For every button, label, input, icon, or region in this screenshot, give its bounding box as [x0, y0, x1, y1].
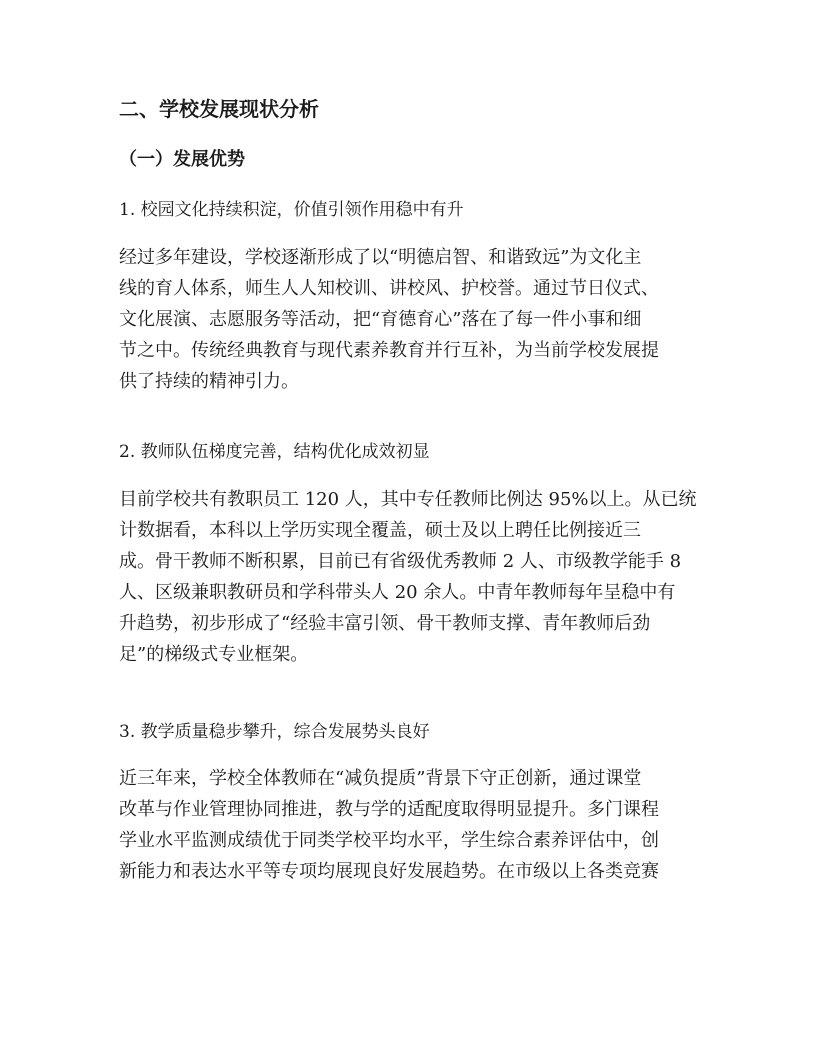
- section-heading: 二、学校发展现状分析: [119, 97, 319, 121]
- paragraph-quality: [119, 763, 709, 887]
- paragraph-line: 目前学校共有教职员工 120 人，其中专任教师比例达 95%以上。从已统: [119, 489, 697, 510]
- paragraph-line: 改革与作业管理协同推进，教与学的适配度取得明显提升。多门课程: [119, 799, 659, 820]
- item-title-teachers: 2. 教师队伍梯度完善，结构优化成效初显: [119, 442, 430, 462]
- subsection-heading: （一）发展优势: [119, 149, 245, 170]
- paragraph-teachers: [119, 484, 709, 670]
- item-title-culture: 1. 校园文化持续积淀，价值引领作用稳中有升: [119, 200, 464, 220]
- paragraph-line: 新能力和表达水平等专项均展现良好发展趋势。在市级以上各类竞赛: [119, 861, 659, 882]
- paragraph-line: 节之中。传统经典教育与现代素养教育并行互补，为当前学校发展提: [119, 340, 659, 361]
- paragraph-line: 人、区级兼职教研员和学科带头人 20 余人。中青年教师每年呈稳中有: [119, 582, 676, 603]
- paragraph-line: 学业水平监测成绩优于同类学校平均水平，学生综合素养评估中，创: [119, 830, 659, 851]
- paragraph-line: 线的育人体系，师生人人知校训、讲校风、护校誉。通过节日仪式、: [119, 278, 659, 299]
- paragraph-line: 文化展演、志愿服务等活动，把“育德育心”落在了每一件小事和细: [119, 309, 642, 330]
- paragraph-line: 近三年来，学校全体教师在“减负提质”背景下守正创新，通过课堂: [119, 768, 642, 789]
- item-title-quality: 3. 教学质量稳步攀升，综合发展势头良好: [119, 722, 430, 742]
- paragraph-culture: [119, 242, 709, 397]
- paragraph-line: 供了持续的精神引力。: [119, 371, 299, 392]
- paragraph-line: 足”的梯级式专业框架。: [119, 644, 309, 665]
- paragraph-line: 经过多年建设，学校逐渐形成了以“明德启智、和谐致远”为文化主: [119, 247, 642, 268]
- paragraph-line: 计数据看，本科以上学历实现全覆盖，硕士及以上聘任比例接近三: [119, 520, 641, 541]
- paragraph-line: 成。骨干教师不断积累，目前已有省级优秀教师 2 人、市级教学能手 8: [119, 551, 682, 572]
- paragraph-line: 升趋势，初步形成了“经验丰富引领、骨干教师支撑、青年教师后劲: [119, 613, 651, 634]
